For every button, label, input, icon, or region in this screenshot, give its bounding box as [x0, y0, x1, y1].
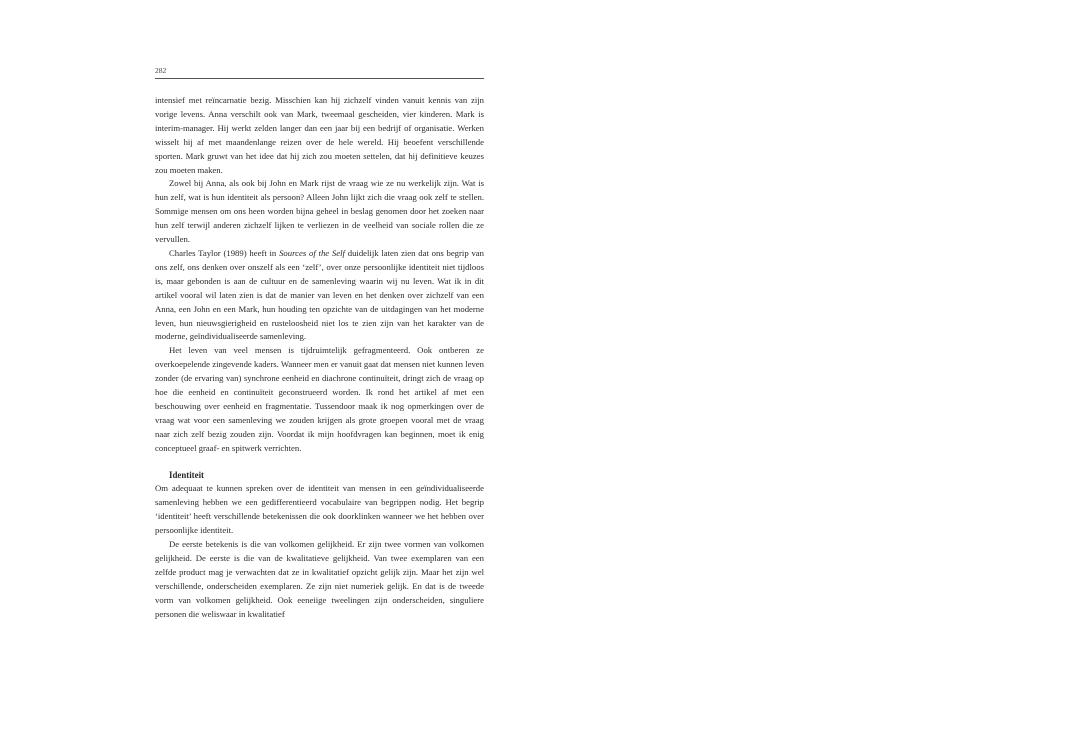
paragraph: intensief met reïncarnatie bezig. Misschien kan hij zichzelf vinden vanuit kennis van zijn vorige levens. Anna verschilt ook van Mark, tweemaal gescheiden, vier kinderen. Mark is interim-manager. Hij werkt zelden langer dan een jaar bij een bedrijf of organisatie. Werken wisselt hij af met maandenlange reizen over de hele wereld. Hij beoefent verschillende sporten. Mark gruwt van het idee dat hij zich zou moeten settelen, dat hij definitieve keuzes zou moeten maken.	[155, 95, 484, 175]
paragraph: Het leven van veel mensen is tijdruimtelijk gefragmenteerd. Ook ontberen ze overkoepelende zingevende kaders. Wanneer men er vanuit gaat dat mensen niet kunnen leven zonder (de ervaring van) synchrone eenheid en diachrone continuïteit, dringt zich de vraag op hoe die eenheid en continuïteit geconstrueerd worden. Ik rond het artikel af met een beschouwing over eenheid en fragmentatie. Tussendoor maak ik nog opmerkingen over de vraag wat voor een samenleving we zouden krijgen als grote groepen vooral met de vraag naar zich zelf bezig zouden zijn. Voordat ik mijn hoofdvragen kan beginnen, moet ik enig conceptueel graaf- en spitwerk verrichten.	[155, 345, 484, 453]
paragraph-text: Charles Taylor (1989) heeft in	[169, 247, 280, 258]
paragraph	[155, 247, 484, 344]
text-column	[155, 66, 484, 622]
body-text	[155, 94, 484, 622]
paragraph: Om adequaat te kunnen spreken over de identiteit van mensen in een geïndividualiseerde samenleving hebben we een gedifferentieerd vocabulaire van begrippen nodig. Het begrip ‘identiteit’ heeft verschillende betekenissen die ook doorklinken wanneer we het hebben over persoonlijke identiteit.	[155, 483, 484, 536]
section-heading: Identiteit	[169, 469, 205, 480]
page-number: 282	[155, 66, 484, 79]
book-title: Sources of the Self	[279, 247, 345, 258]
paragraph-text: duidelijk laten zien dat ons begrip van ons zelf, ons denken over onszelf als een ‘zelf’, over onze persoonlijke identiteit niet tijdloos is, maar gebonden is aan de cultuur en de samenleving waarin wij nu leven. Wat ik in dit artikel vooral wil laten zien is dat de manier van leven en het denken over zichzelf van een Anna, een John en een Mark, hun houding ten opzichte van de uitdagingen van het moderne leven, hun nieuwsgierigheid en rusteloosheid niet los te zien zijn van het karakter van de moderne, geïndividualiseerde samenleving.	[155, 247, 484, 342]
paragraph: Zowel bij Anna, als ook bij John en Mark rijst de vraag wie ze nu werkelijk zijn. Wat is hun zelf, wat is hun identiteit als persoon? Alleen John lijkt zich die vraag ook zelf te stellen. Sommige mensen om ons heen worden bijna geheel in beslag genomen door het zoeken naar hun zelf terwijl anderen zichzelf lijken te verliezen in de veelheid van sociale rollen die ze vervullen.	[155, 178, 484, 245]
paragraph: De eerste betekenis is die van volkomen gelijkheid. Er zijn twee vormen van volkomen gelijkheid. De eerste is die van de kwalitatieve gelijkheid. Van twee exemplaren van een zelfde product mag je verwachten dat ze in kwalitatief opzicht gelijk zijn. Maar het zijn wel verschillende, onderscheiden exemplaren. Ze zijn niet numeriek gelijk. En dat is de tweede vorm van volkomen gelijkheid. Ook eeneiige tweelingen zijn onderscheiden, singuliere personen die weliswaar in kwalitatief	[155, 539, 484, 619]
